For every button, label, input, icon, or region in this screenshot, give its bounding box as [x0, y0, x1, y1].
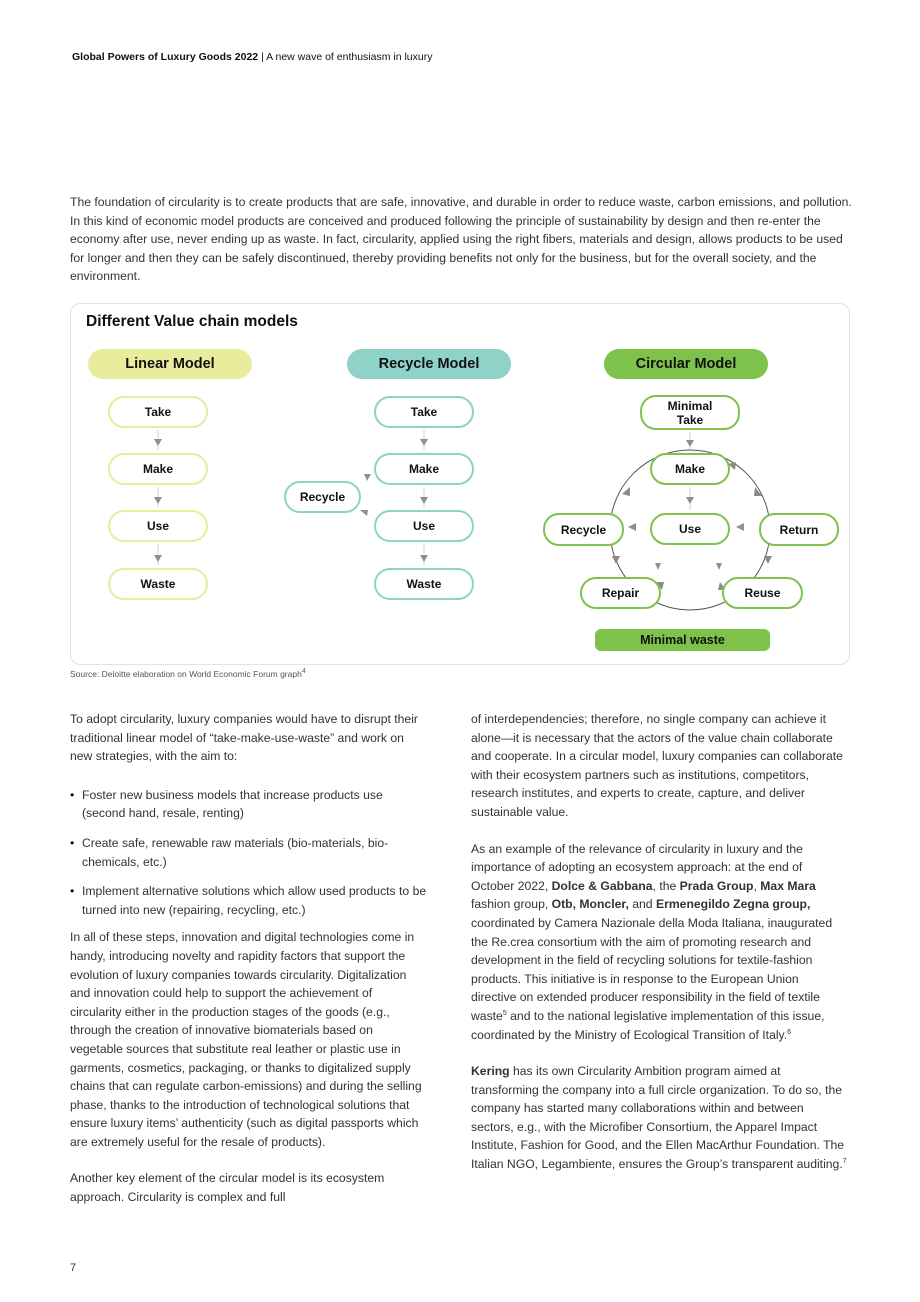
recycle-model-waste: Waste [374, 568, 474, 600]
aims-list [70, 786, 427, 920]
recycle-model-label: Recycle Model [347, 349, 511, 379]
aim-bullet: • Foster new business models that increase products use (second hand, resale, renting) [70, 786, 427, 823]
recycle-model-take: Take [374, 396, 474, 428]
right-column [471, 710, 847, 1174]
linear-waste: Waste [108, 568, 208, 600]
circular-recycle: Recycle [543, 513, 624, 546]
report-subtitle: A new wave of enthusiasm in luxury [266, 51, 433, 63]
linear-model-label: Linear Model [88, 349, 252, 379]
intro-paragraph: The foundation of circularity is to create products that are safe, innovative, and durable in order to reduce waste, carbon emissions, and pollution. In this kind of economic model products are conceived and produced following the principle of sustainability by design and then re-enter the economy after use, never ending up as waste. In fact, circularity, applied using the right fibers, materials and design, allows products to be used for longer and then they can be safely discontinued, thereby providing benefits not only for the business, but for the overall society, and the environment. [70, 195, 852, 284]
aim-bullet: • Create safe, renewable raw materials (bio-materials, bio-chemicals, etc.) [70, 834, 427, 871]
right-paragraph-2: As an example of the relevance of circularity in luxury and the importance of adopting an ecosystem approach: at the end of October 2022, Dolce & Gabbana, the Prada Group, Max Mara fashion group, Otb, Moncler, and Ermenegildo Zegna group, coordinated by Camera Nazionale della Moda Italiana, inaugurated the Re.crea consortium with the aim of promoting research and development in the field of recycling solutions for textile-fashion products. This initiative is in response to the European Union directive on extended producer responsibility in the field of textile waste$^5$ and to the national legislative implementation of this issue, coordinated by the Ministry of Ecological Transition of Italy.$^6$ [471, 841, 833, 1042]
recycle-model-make: Make [374, 453, 474, 485]
header-separator: | [261, 51, 264, 63]
aim-bullet: • Implement alternative solutions which allow used products to be turned into new (repairing, recycling, etc.) [70, 882, 427, 919]
circular-return: Return [759, 513, 839, 546]
recycle-model-use: Use [374, 510, 474, 542]
left-column [70, 710, 427, 1207]
circular-use: Use [650, 513, 730, 545]
circular-model-label: Circular Model [604, 349, 768, 379]
left-paragraph-2: In all of these steps, innovation and digital technologies come in handy, introducing novelty and rapidity factors that support the evolution of luxury companies towards circularity. Digitalization and innovation could help to support the achievement of circularity either in the production stages of the goods (e.g., through the creation of innovative biomaterials based on vegetable sources that substitute real leather or plastic use in garments, cosmetics, packaging, or thanks to digitalized supply chains that can regulate carbon-emissions) and during the selling phase, thanks to the introduction of technological solutions that ensure luxury items’ authenticity (such as digital passports which are extremely useful for the resale of products). [70, 930, 422, 1149]
figure-title: Different Value chain models [86, 313, 298, 330]
linear-take: Take [108, 396, 208, 428]
linear-make: Make [108, 453, 208, 485]
report-title: Global Powers of Luxury Goods 2022 [72, 51, 259, 63]
right-paragraph-3: Kering has its own Circularity Ambition program aimed at transforming the company into a full circle organization. To do so, the company has started many collaborations within and between sectors, e.g., with the Microfiber Consortium, the Apparel Impact Institute, Fashion for Good, and the Ellen MacArthur Foundation. The Italian NGO, Legambiente, ensures the Group’s transparent auditing.$^7$ [471, 1064, 847, 1172]
circular-minimal-take: Minimal Take [640, 395, 740, 430]
left-paragraph-1: To adopt circularity, luxury companies would have to disrupt their traditional linear model of “take-make-use-waste” and work on new strategies, with the aim to: [70, 712, 418, 764]
circular-minimal-waste: Minimal waste [595, 629, 770, 651]
figure-source: Source: Deloitte elaboration on World Economic Forum graph$^4$ [70, 668, 306, 679]
recycle-model-loop: Recycle [284, 481, 361, 513]
circular-make: Make [650, 453, 730, 485]
circular-repair: Repair [580, 577, 661, 609]
left-paragraph-3: Another key element of the circular model is its ecosystem approach. Circularity is complex and full [70, 1171, 385, 1205]
right-paragraph-1: of interdependencies; therefore, no single company can achieve it alone—it is necessary that the actors of the value chain collaborate and cooperate. In a circular model, luxury companies can collaborate with their ecosystem partners such as institutions, competitors, research institutes, and experts to create, capture, and deliver sustainable value. [471, 712, 843, 819]
circular-reuse: Reuse [722, 577, 803, 609]
linear-use: Use [108, 510, 208, 542]
page-number: 7 [70, 1262, 77, 1274]
